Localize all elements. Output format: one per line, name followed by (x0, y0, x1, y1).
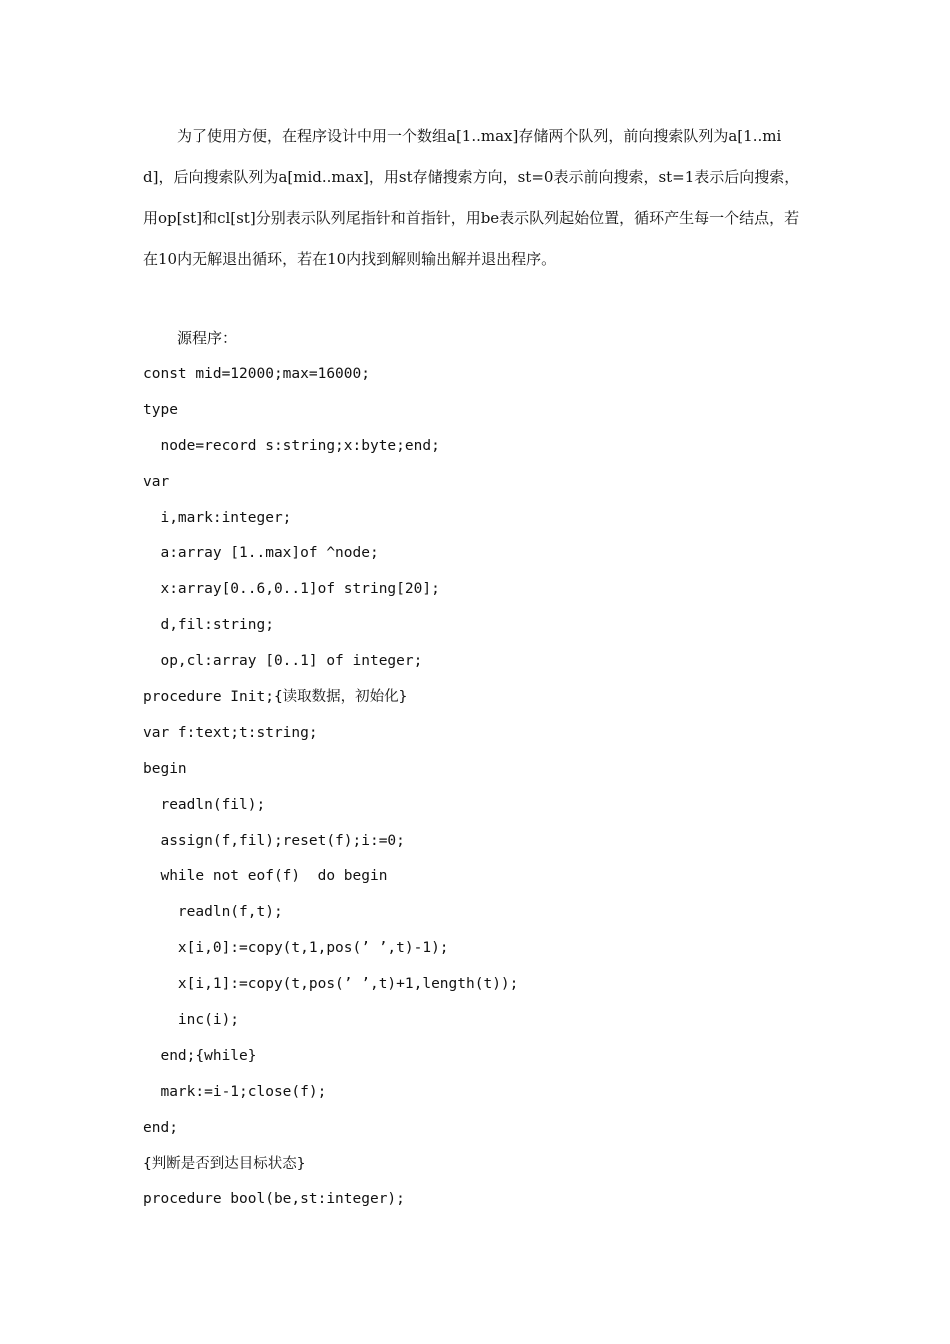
code-line: x[i,1]:=copy(t,pos(’ ’,t)+1,length(t)); (143, 976, 519, 993)
source-code-heading: 源程序： (177, 329, 238, 347)
code-line: d,fil:string; (143, 617, 274, 634)
code-line: procedure Init;{读取数据，初始化} (143, 689, 408, 706)
code-line: i,mark:integer; (143, 509, 292, 526)
code-line: end; (143, 1119, 178, 1136)
code-line: inc(i); (143, 1012, 240, 1029)
code-line: a:array [1..max]of ^node; (143, 545, 379, 562)
code-line: const mid=12000;max=16000; (143, 366, 370, 382)
code-line: mark:=i-1;close(f); (143, 1083, 327, 1100)
code-line: var f:text;t:string; (143, 724, 318, 741)
intro-paragraph-text: 为了使用方便，在程序设计中用一个数组a[1..max]存储两个队列，前向搜索队列为a[1..mid]，后向搜索队列为a[mid..max]，用st存储搜索方向，st=0表示前向搜索，st=1表示后向搜索，用op[st]和cl[st]分别表示队列尾指针和首指针，用be表示队列起始位置，循环产生每一个结点，若在10内无解退出循环，若在10内找到解则输出解并退出程序。 (143, 127, 800, 268)
code-line: {判断是否到达目标状态} (143, 1155, 306, 1172)
code-line: type (143, 401, 178, 418)
code-line: begin (143, 760, 187, 777)
code-line: readln(fil); (143, 796, 266, 813)
code-line: assign(f,fil);reset(f);i:=0; (143, 832, 405, 849)
intro-paragraph (143, 116, 803, 280)
code-line: readln(f,t); (143, 904, 283, 921)
source-code-block (143, 363, 843, 1224)
code-line: while not eof(f) do begin (143, 868, 388, 885)
code-line: op,cl:array [0..1] of integer; (143, 653, 423, 670)
code-line: node=record s:string;x:byte;end; (143, 437, 440, 454)
code-line: x:array[0..6,0..1]of string[20]; (143, 581, 440, 598)
code-line: x[i,0]:=copy(t,1,pos(’ ’,t)-1); (143, 940, 449, 957)
code-line: var (143, 473, 170, 490)
code-line: end;{while} (143, 1047, 257, 1064)
code-line: procedure bool(be,st:integer); (143, 1191, 405, 1208)
